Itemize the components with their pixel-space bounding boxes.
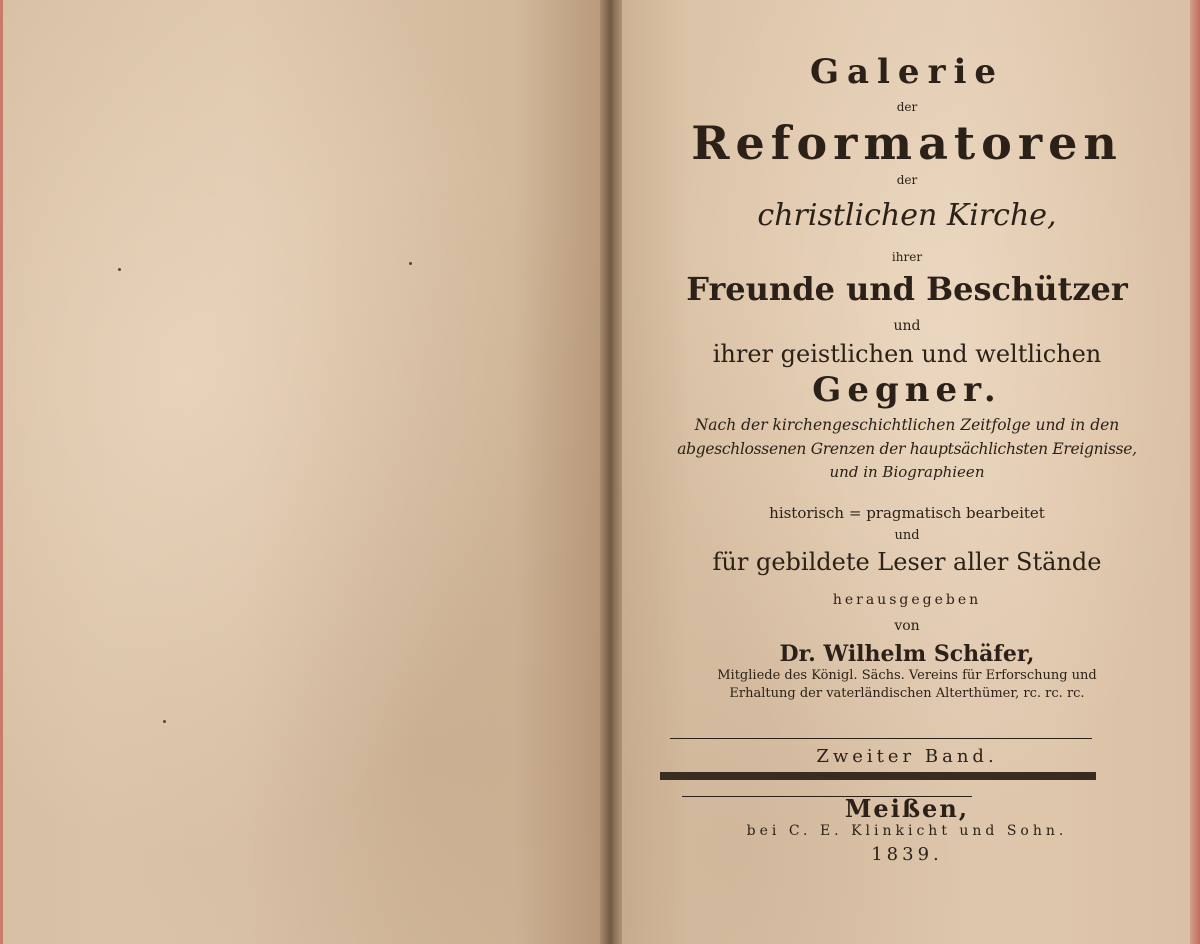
paper-speck <box>118 268 121 271</box>
title-der-2: der <box>896 173 918 187</box>
author-affiliation-1: Mitgliede des Königl. Sächs. Vereins für Erforschung und <box>717 668 1097 683</box>
title-text-block <box>622 0 1192 944</box>
paper-speck <box>163 720 166 723</box>
title-der-1: der <box>896 100 918 114</box>
title-geistlichen-weltlichen: ihrer geistlichen und weltlichen <box>712 340 1102 368</box>
herausgegeben: herausgegeben <box>832 592 982 608</box>
paper-speck <box>409 262 412 265</box>
subtitle-bearbeitet: historisch = pragmatisch bearbeitet <box>769 504 1045 522</box>
title-page <box>622 0 1192 944</box>
title-und-1: und <box>893 318 921 334</box>
title-reformatoren: Reformatoren <box>691 116 1123 170</box>
subtitle-line-2: abgeschlossenen Grenzen der hauptsächlichsten Ereignisse, <box>677 440 1137 458</box>
rule-thin-top <box>670 738 1092 739</box>
title-gegner: Gegner. <box>812 370 1002 410</box>
title-freunde-beschuetzer: Freunde und Beschützer <box>686 270 1128 308</box>
title-galerie: Galerie <box>809 52 1005 92</box>
title-ihrer: ihrer <box>891 250 923 264</box>
author-name: Dr. Wilhelm Schäfer, <box>779 641 1035 667</box>
title-christlichen-kirche: christlichen Kirche, <box>757 198 1057 233</box>
imprint-year: 1839. <box>871 844 943 865</box>
title-und-2: und <box>894 528 920 543</box>
rule-thick <box>660 772 1096 780</box>
von: von <box>894 618 920 634</box>
imprint-publisher: bei C. E. Klinkicht und Sohn. <box>746 823 1068 839</box>
book-cover-edge <box>1190 0 1200 944</box>
subtitle-leser: für gebildete Leser aller Stände <box>712 548 1102 576</box>
book-gutter <box>600 0 624 944</box>
subtitle-line-1: Nach der kirchengeschichtlichen Zeitfolge und in den <box>694 416 1120 434</box>
imprint-place: Meißen, <box>844 794 970 823</box>
volume-label: Zweiter Band. <box>816 746 998 767</box>
subtitle-line-3: und in Biographieen <box>829 463 985 481</box>
author-affiliation-2: Erhaltung der vaterländischen Alterthümer, rc. rc. rc. <box>729 686 1085 701</box>
